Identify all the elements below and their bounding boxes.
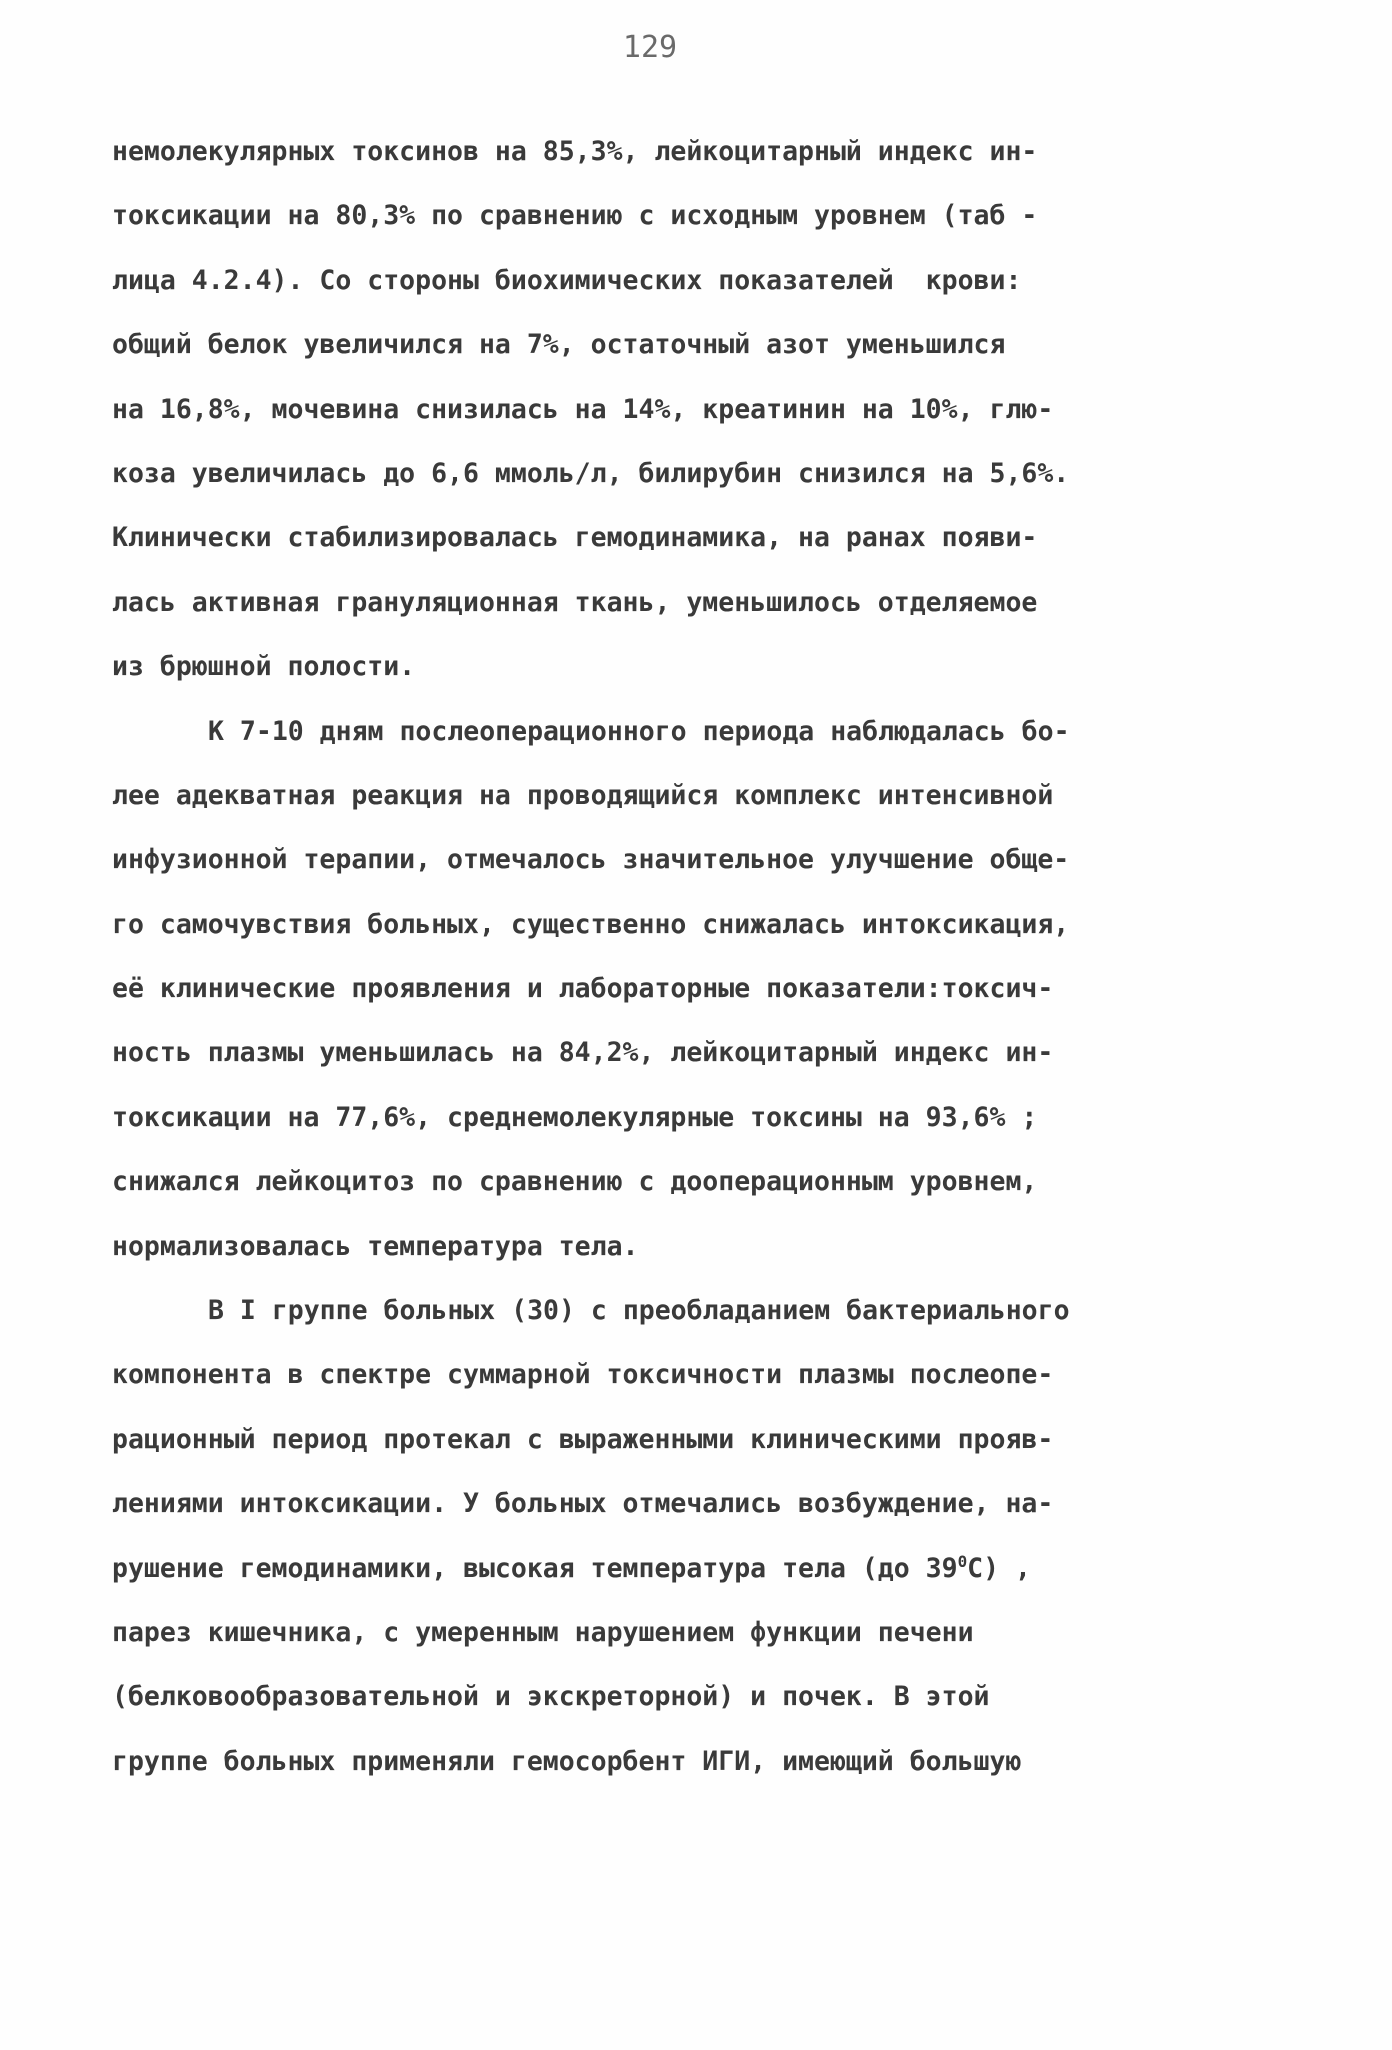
text-line-content: токсикации на 77,6%, среднемолекулярные токсины на 93,6% ; (112, 1101, 1038, 1133)
degree-superscript: 0 (957, 1551, 968, 1571)
text-line-content: общий белок увеличился на 7%, остаточный азот уменьшился (112, 329, 1006, 361)
text-line-content: на 16,8%, мочевина снизилась на 14%, креатинин на 10%, глю- (112, 393, 1054, 425)
text-line-content: из брюшной полости. (112, 651, 416, 683)
text-line-content: ность плазмы уменьшилась на 84,2%, лейкоцитарный индекс ин- (112, 1037, 1054, 1069)
text-line-content: токсикации на 80,3% по сравнению с исходным уровнем (таб - (112, 200, 1038, 232)
text-line-content: лее адекватная реакция на проводящийся комплекс интенсивной (112, 779, 1054, 811)
text-line-content: лениями интоксикации. У больных отмечались возбуждение, на- (112, 1488, 1054, 1520)
text-line-content: го самочувствия больных, существенно снижалась интоксикация, (112, 908, 1070, 940)
text-line (112, 442, 1282, 506)
text-line-content: коза увеличилась до 6,6 ммоль/л, билирубин снизился на 5,6%. (112, 457, 1070, 489)
text-line (112, 571, 1282, 635)
text-line-content: Клинически стабилизировалась гемодинамика, на ранах появи- (112, 522, 1038, 554)
text-line-continuation: С) , (967, 1552, 1031, 1584)
text-line (112, 635, 1282, 699)
page-number: 129 (622, 30, 678, 65)
text-line-content: инфузионной терапии, отмечалось значительное улучшение обще- (112, 844, 1070, 876)
text-line-content: парез кишечника, с умеренным нарушением функции печени (112, 1616, 974, 1648)
text-line (112, 378, 1282, 442)
text-line (112, 764, 1282, 828)
text-line (112, 893, 1282, 957)
paragraph-first-line (112, 700, 1282, 764)
text-line-content: рационный период протекал с выраженными клиническими прояв- (112, 1423, 1054, 1455)
text-line (112, 1730, 1282, 1794)
text-line (112, 1665, 1282, 1729)
text-line (112, 1021, 1282, 1085)
text-line-content: лица 4.2.4). Со стороны биохимических показателей крови: (112, 264, 1022, 296)
text-line (112, 1215, 1282, 1279)
text-line (112, 1343, 1282, 1407)
text-line-content: нормализовалась температура тела. (112, 1230, 639, 1262)
text-line-content: компонента в спектре суммарной токсичности плазмы послеопе- (112, 1359, 1054, 1391)
paragraph-first-line (112, 1279, 1282, 1343)
text-line-content: снижался лейкоцитоз по сравнению с дооперационным уровнем, (112, 1166, 1038, 1198)
text-line (112, 957, 1282, 1021)
text-line (112, 828, 1282, 892)
text-line-content: В I группе больных (30) с преобладанием бактериального (208, 1295, 1070, 1327)
text-line-content: группе больных применяли гемосорбент ИГИ, имеющий большую (112, 1745, 1022, 1777)
text-line-content: (белковообразовательной и экскреторной) и почек. В этой (112, 1681, 990, 1713)
text-line (112, 184, 1282, 248)
text-line-content: рушение гемодинамики, высокая температура тела (до 39 (112, 1552, 958, 1584)
body-text (112, 120, 1282, 1794)
text-line (112, 1150, 1282, 1214)
text-line (112, 120, 1282, 184)
text-line (112, 1537, 1282, 1601)
text-line (112, 1601, 1282, 1665)
text-line-content: её клинические проявления и лабораторные показатели:токсич- (112, 973, 1054, 1005)
text-line-content: немолекулярных токсинов на 85,3%, лейкоцитарный индекс ин- (112, 136, 1038, 167)
text-line (112, 1408, 1282, 1472)
text-line (112, 1086, 1282, 1150)
text-line-content: К 7-10 дням послеоперационного периода наблюдалась бо- (208, 715, 1070, 747)
text-line (112, 313, 1282, 377)
text-line (112, 506, 1282, 570)
text-line (112, 1472, 1282, 1536)
text-line-content: лась активная грануляционная ткань, уменьшилось отделяемое (112, 586, 1038, 618)
text-line (112, 249, 1282, 313)
